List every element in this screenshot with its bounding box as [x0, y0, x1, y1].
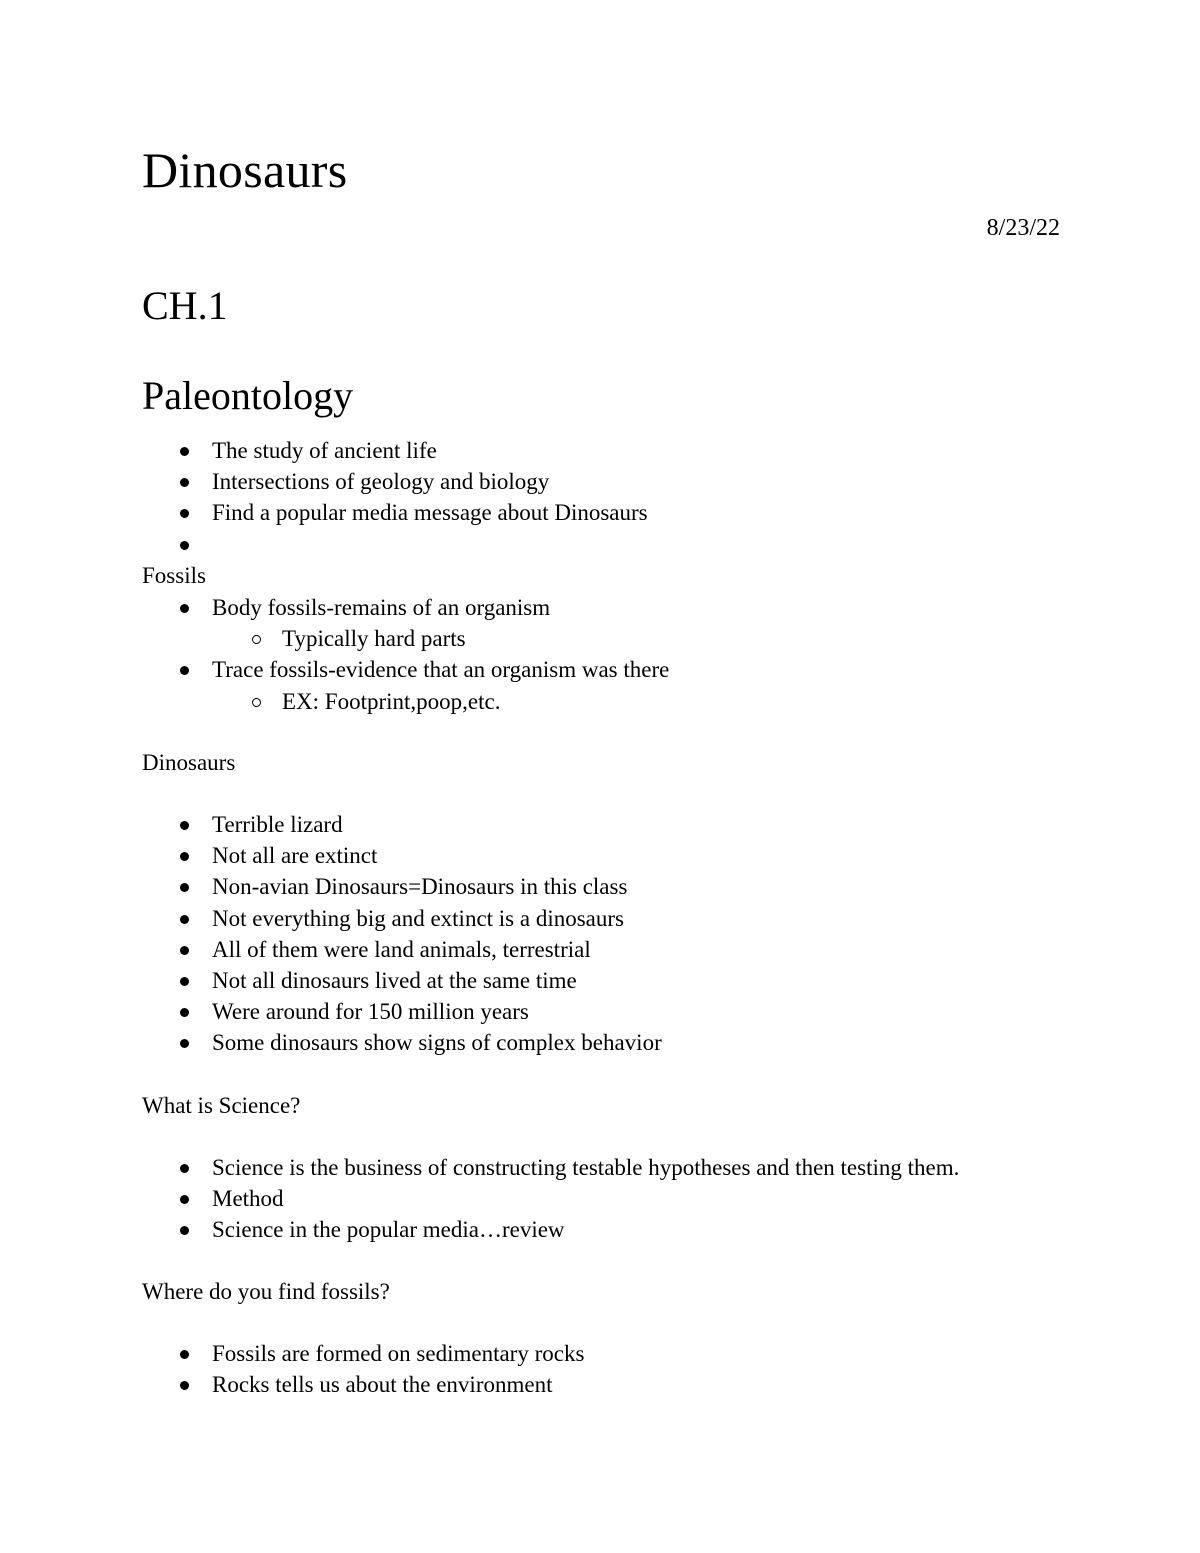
list-item: [142, 497, 648, 528]
list-item-text: All of them were land animals, terrestrial: [212, 936, 591, 962]
fossils-list: [142, 592, 669, 717]
list-item-text: Not everything big and extinct is a dinosaurs: [212, 905, 625, 931]
list-item-text: Find a popular media message about Dinosaurs: [212, 500, 648, 526]
list-item: [142, 871, 662, 902]
list-item: [142, 466, 648, 497]
list-item: [142, 965, 662, 996]
bullet-icon: [180, 541, 189, 550]
list-item: [142, 592, 669, 623]
bullet-icon: [180, 915, 189, 924]
list-item: [142, 1214, 959, 1245]
list-item: [142, 934, 662, 965]
bullet-icon: [180, 1164, 189, 1173]
list-item: [142, 1183, 959, 1214]
list-item: [142, 1027, 662, 1058]
sub-list-item: [142, 686, 669, 717]
list-item-text: Trace fossils-evidence that an organism was there: [212, 657, 670, 683]
science-list: [142, 1152, 959, 1246]
bullet-icon: [180, 478, 189, 487]
bullet-icon: [180, 821, 189, 830]
hollow-bullet-icon: [252, 635, 261, 644]
paleontology-list: [142, 435, 648, 560]
list-item-text: Not all are extinct: [212, 843, 378, 869]
dinosaurs-list: [142, 809, 662, 1059]
hollow-bullet-icon: [252, 698, 261, 707]
bullet-icon: [180, 1381, 189, 1390]
list-item-text: Not all dinosaurs lived at the same time: [212, 967, 577, 993]
bullet-icon: [180, 509, 189, 518]
list-item-text: Were around for 150 million years: [212, 999, 529, 1025]
bullet-icon: [180, 977, 189, 986]
list-item-text: Method: [212, 1186, 284, 1212]
sub-list-item-text: Typically hard parts: [282, 626, 466, 652]
list-item: [142, 809, 662, 840]
list-item-text: Terrible lizard: [212, 812, 343, 837]
note-date: 8/23/22: [986, 215, 1060, 241]
list-item: [142, 996, 662, 1027]
list-item: [142, 1338, 584, 1369]
list-item: [142, 1369, 584, 1400]
list-item-text: Non-avian Dinosaurs=Dinosaurs in this class: [212, 874, 628, 900]
list-item-text: Some dinosaurs show signs of complex behavior: [212, 1030, 662, 1056]
bullet-icon: [180, 1195, 189, 1204]
document-title: Dinosaurs: [142, 142, 348, 198]
where-fossils-label: Where do you find fossils?: [142, 1279, 390, 1304]
science-label: What is Science?: [142, 1093, 301, 1118]
bullet-icon: [180, 883, 189, 892]
sub-list-item-text: EX: Footprint,poop,etc.: [282, 688, 501, 714]
fossils-label: Fossils: [142, 563, 206, 588]
bullet-icon: [180, 1350, 189, 1359]
bullet-icon: [180, 1008, 189, 1017]
sub-list-item: [142, 623, 669, 654]
bullet-icon: [180, 1226, 189, 1235]
list-item: [142, 654, 669, 685]
list-item-text: Body fossils-remains of an organism: [212, 595, 551, 620]
bullet-icon: [180, 604, 189, 613]
dinosaurs-label: Dinosaurs: [142, 750, 236, 775]
list-item-text: Intersections of geology and biology: [212, 469, 550, 495]
bullet-icon: [180, 852, 189, 861]
list-item: [142, 529, 648, 560]
list-item: [142, 435, 648, 466]
list-item: [142, 903, 662, 934]
list-item-text: Science is the business of constructing testable hypotheses and then testing them.: [212, 1155, 960, 1180]
bullet-icon: [180, 1039, 189, 1048]
bullet-icon: [180, 946, 189, 955]
list-item: [142, 1152, 959, 1183]
bullet-icon: [180, 666, 189, 675]
bullet-icon: [180, 447, 189, 456]
paleontology-heading: Paleontology: [142, 373, 354, 418]
list-item-text: The study of ancient life: [212, 438, 437, 463]
list-item-text: Rocks tells us about the environment: [212, 1372, 553, 1398]
list-item-text: Fossils are formed on sedimentary rocks: [212, 1341, 585, 1366]
chapter-heading: CH.1: [142, 283, 228, 328]
list-item-text: Science in the popular media…review: [212, 1217, 565, 1243]
where-fossils-list: [142, 1338, 584, 1400]
list-item: [142, 840, 662, 871]
